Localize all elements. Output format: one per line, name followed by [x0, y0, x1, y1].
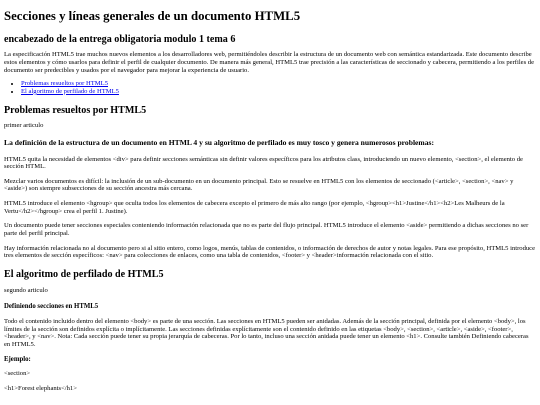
section-subheading: Definiendo secciones en HTML5 — [4, 303, 99, 311]
nav-link-problemas[interactable]: Problemas resueltos por HTML5 — [21, 80, 108, 88]
section-algoritmo — [4, 269, 536, 393]
paragraph: Un documento puede tener secciones especiales conteniendo información relacionada que no es parte del flujo principal. HTML5 introduce el elemento <aside> permitiendo a dichas secciones no ser parte del perfil principal. — [4, 222, 529, 238]
article-label: primer articulo — [4, 122, 44, 130]
paragraph: HTML5 introduce el elemento <hgroup> que oculta todos los elementos de cabecera excepto el primero de más alto rango (por ejemplo, <hgroup><h1>Justine</h1><h2>Les Malheurs de la Vertu</h2></hgroup> crea el perfil 1. Justine). — [4, 200, 505, 215]
intro-paragraph: La especificación HTML5 trae muchos nuevos elementos a los desarrolladores web, permitiéndoles describir la estructura de un documento web con semántica estandarizada. Este documento describe estos elementos y cómo usarlos para definir el perfil de cualquier documento. De manera más general, HTML5 trae precisión a las características de seccionado y cabecera, permitiendo a los perfiles de documento ser predecibles y usados por el navegador para mejorar la experiencia de usuario. — [4, 51, 535, 74]
paragraph: Hay información relacionada no al documento pero si al sitio entero, como logos, menús, tablas de contenidos, o información de derechos de autor y notas legales. Para ese propósito, HTML5 introduce tres elementos de sección específicos: <nav> para colecciones de enlaces, como una tabla de contenidos, <footer> y <header>información relacionada con el sitio. — [4, 244, 536, 260]
paragraph: HTML5 quita la necesidad de elementos <div> para definir secciones semánticas sin definir valores específicos para los atributos class, introduciendo un nuevo elemento, <section>, el elemento de sección HTML. — [4, 155, 523, 171]
section-heading: El algoritmo de perfilado de HTML5 — [4, 268, 164, 280]
section-heading: Problemas resueltos por HTML5 — [4, 104, 147, 116]
paragraph: Todo el contenido incluido dentro del elemento <body> es parte de una sección. Las secciones en HTML5 pueden ser anidadas. Además de la sección principal, definida por el elemento <body>, los límites de la sección son definidos explícita o implícitamente. Las secciones definidas explícitamente son el contenido definido en las etiquetas <body>, <section>, <article>, <aside>, <footer>, <header>, y <nav>. Nota: Cada sección puede tener su propia jerarquía de cabeceras. Por lo tanto, incluso una sección anidada puede tener un elemento <h1>. Consulte también Definiendo cabeceras en HTML5. — [4, 318, 529, 348]
section-problemas — [4, 105, 536, 260]
nav-link-algoritmo[interactable]: El algoritmo de perfilado de HTML5 — [21, 87, 119, 95]
paragraph: Mezclar varios documentos es difícil: la inclusión de un sub-documento en un documento principal. Esto se resuelve en HTML5 con los elementos de seccionado (<article>, <section>, <nav> y <aside>) son siempre subsecciones de su sección ancestra más cercana. — [4, 177, 514, 193]
page-subtitle: encabezado de la entrega obligatoria modulo 1 tema 6 — [4, 33, 236, 45]
section-subheading: La definición de la estructura de un documento en HTML 4 y su algoritmo de perfilado es muy tosco y genera numerosos problemas: — [4, 137, 435, 147]
page-title: Secciones y líneas generales de un documento HTML5 — [4, 9, 301, 23]
section-nav — [4, 80, 536, 95]
code-line: <section> — [4, 370, 31, 378]
example-heading: Ejemplo: — [4, 355, 31, 363]
article-label: segundo articulo — [4, 286, 48, 294]
code-line: <h1>Forest elephants</h1> — [4, 385, 77, 393]
nav-item — [21, 80, 536, 88]
nav-item — [21, 88, 536, 96]
